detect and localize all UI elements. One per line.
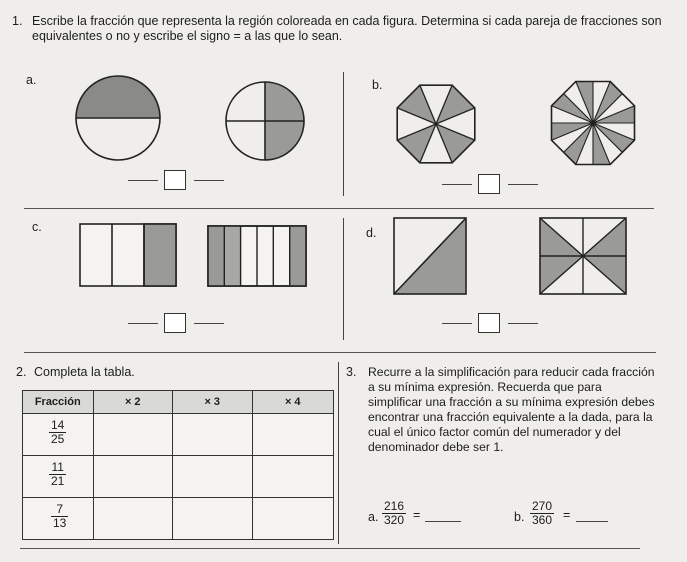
blank-line-a-right[interactable] [194, 180, 224, 181]
blank-line-c-right[interactable] [194, 323, 224, 324]
exercise-1-instruction: Escribe la fracción que representa la región coloreada en cada figura. Determina si cada pareja de fracciones son equivalentes o no y escribe el signo = a las que lo sean. [32, 14, 662, 43]
exercise-2-title: Completa la tabla. [34, 365, 135, 379]
octagon-eighths-figure [392, 80, 480, 168]
label-d: d. [366, 226, 377, 240]
blank-line-b-left[interactable] [442, 184, 472, 185]
fraction-7-13 [51, 503, 68, 530]
answer-cell-x4[interactable] [252, 414, 334, 456]
circle-quarters-figure [224, 80, 306, 162]
table-row [23, 414, 334, 456]
table-row [23, 456, 334, 498]
label-a: a. [26, 73, 37, 87]
divider-bottom [343, 218, 344, 340]
item-a-label: a. [368, 510, 379, 524]
compare-box-b[interactable] [478, 174, 500, 194]
compare-box-d[interactable] [478, 313, 500, 333]
compare-box-a[interactable] [164, 170, 186, 190]
denominator: 25 [51, 432, 65, 446]
fraction-216-320 [382, 500, 406, 527]
square-diagonal-figure [392, 216, 468, 296]
answer-cell-x3[interactable] [173, 414, 253, 456]
rectangle-sixths-figure [206, 224, 308, 288]
blank-line-d-right[interactable] [508, 323, 538, 324]
blank-line-c-left[interactable] [128, 323, 158, 324]
fraction-11-21 [49, 461, 66, 488]
denominator: 320 [384, 513, 405, 527]
multiplication-table [22, 390, 334, 540]
exercise-3-number: 3. [346, 365, 357, 379]
rectangle-thirds-figure [78, 222, 178, 288]
answer-cell-x2[interactable] [93, 456, 173, 498]
label-c: c. [32, 220, 42, 234]
denominator: 360 [532, 513, 553, 527]
octagon-sixteenths-figure [546, 76, 640, 170]
fraction-cell [23, 456, 94, 498]
answer-line-a[interactable] [425, 521, 461, 522]
answer-cell-x3[interactable] [173, 456, 253, 498]
answer-cell-x2[interactable] [93, 414, 173, 456]
fraction-cell [23, 414, 94, 456]
header-x3: × 3 [173, 391, 253, 414]
denominator: 21 [51, 474, 65, 488]
fraction-14-25 [49, 419, 66, 446]
blank-line-d-left[interactable] [442, 323, 472, 324]
blank-line-b-right[interactable] [508, 184, 538, 185]
circle-half-figure [74, 74, 162, 162]
header-x2: × 2 [93, 391, 173, 414]
item-b-label: b. [514, 510, 525, 524]
answer-cell-x3[interactable] [173, 498, 253, 540]
divider-ex2-ex3 [338, 362, 339, 544]
equals-sign-b: = [563, 508, 571, 522]
numerator: 216 [384, 499, 405, 513]
separator-bottom [20, 548, 640, 549]
answer-cell-x4[interactable] [252, 456, 334, 498]
fraction-cell [23, 498, 94, 540]
label-b: b. [372, 78, 383, 92]
exercise-2-number: 2. [16, 365, 27, 379]
exercise-1-number: 1. [12, 14, 23, 28]
blank-line-a-left[interactable] [128, 180, 158, 181]
numerator: 11 [49, 461, 66, 475]
answer-line-b[interactable] [576, 521, 608, 522]
numerator: 270 [532, 499, 553, 513]
table-row [23, 498, 334, 540]
answer-cell-x2[interactable] [93, 498, 173, 540]
numerator: 14 [51, 418, 65, 432]
fraction-270-360 [530, 500, 554, 527]
exercise-3-text: Recurre a la simplificación para reducir cada fracción a su mínima expresión. Recuerda que para simplificar una fracción a su mínima expresión debes encontrar una fracción equivalente a la dada, para la cual el único factor común del numerador y del denominador debe ser 1. [368, 365, 655, 454]
header-x4: × 4 [252, 391, 334, 414]
denominator: 13 [53, 516, 67, 530]
rectangle-eighths-figure [538, 216, 628, 296]
separator-ex1-ex2 [24, 352, 656, 353]
answer-cell-x4[interactable] [252, 498, 334, 540]
numerator: 7 [51, 503, 68, 517]
equals-sign-a: = [413, 508, 421, 522]
divider-top [343, 72, 344, 196]
separator-ab-cd [24, 208, 654, 209]
header-fraccion: Fracción [23, 391, 94, 414]
compare-box-c[interactable] [164, 313, 186, 333]
